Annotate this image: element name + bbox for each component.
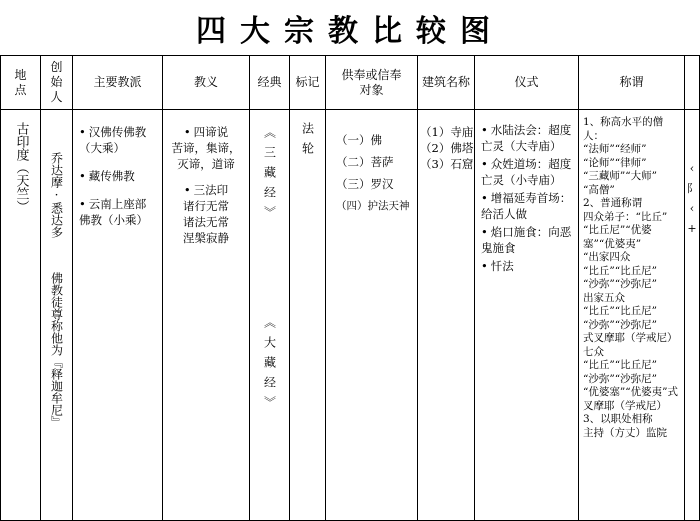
location-text: 古印度（天竺） bbox=[13, 122, 29, 213]
header-building: 建筑名称 bbox=[418, 56, 475, 110]
scripture-cell bbox=[250, 110, 290, 521]
mark-text: 法轮 bbox=[300, 122, 315, 162]
title-line: “出家四众 bbox=[583, 251, 631, 263]
header-location: 地点 bbox=[1, 56, 41, 110]
title-line: 3、以职处相称 bbox=[583, 413, 653, 425]
comparison-table bbox=[0, 55, 700, 521]
worship-item: （三）罗汉 bbox=[336, 177, 394, 191]
location-cell bbox=[1, 110, 41, 521]
header-mark: 标记 bbox=[290, 56, 326, 110]
ritual-item: • 众姓道场：超度亡灵（小寺庙） bbox=[481, 156, 575, 188]
edge-glyph: 阝 bbox=[686, 182, 698, 195]
worship-item: （一）佛 bbox=[336, 133, 382, 147]
ritual-item: • 焰口施食：向恶鬼施食 bbox=[481, 224, 575, 256]
edge-cell bbox=[685, 110, 700, 521]
building-item: （3）石窟 bbox=[420, 157, 474, 171]
founder-honorific: 佛教徒尊称他为『释迦牟尼』 bbox=[49, 272, 64, 428]
doctrine-line: 诸法无常 bbox=[183, 215, 229, 229]
doctrine-line: 灭谛，道谛 bbox=[177, 157, 235, 171]
title-line: “三藏师”“大师” bbox=[583, 170, 657, 182]
ritual-item: • 忏法 bbox=[481, 258, 575, 274]
sect-item: • 云南上座部佛教（小乘） bbox=[79, 196, 156, 228]
worship-item: （二）菩萨 bbox=[336, 155, 394, 169]
doctrine-line: 涅槃寂静 bbox=[183, 231, 229, 245]
founder-cell bbox=[41, 110, 73, 521]
sect-item: • 汉佛传佛教（大乘） bbox=[79, 124, 156, 156]
header-doctrine: 教义 bbox=[163, 56, 250, 110]
scripture-sanzang: ︽三藏经︾ bbox=[262, 126, 277, 226]
doctrine-line: • 三法印 bbox=[163, 182, 249, 198]
title-line: 出家五众 bbox=[583, 291, 625, 304]
title-line: “法师”“经师” bbox=[583, 143, 647, 155]
title-line: 1、称高水平的僧人： bbox=[583, 116, 664, 142]
title-line: 主持（方丈）监院 bbox=[583, 426, 667, 439]
sect-item: • 藏传佛教 bbox=[79, 168, 156, 184]
title-line: 四众弟子：“比丘” bbox=[583, 210, 668, 223]
edge-glyph: + bbox=[687, 222, 697, 235]
title-line: “论师”“律师” bbox=[583, 156, 647, 169]
edge-glyph: ‹ bbox=[689, 202, 695, 215]
title-line: “比丘”“比丘尼” bbox=[583, 305, 657, 317]
doctrine-cell bbox=[163, 110, 250, 521]
header-sects: 主要教派 bbox=[73, 56, 163, 110]
title-line: “沙弥”“沙弥尼” bbox=[583, 278, 657, 290]
worship-item: （四）护法天神 bbox=[336, 200, 410, 212]
title-line: 式叉摩耶（学戒尼） bbox=[583, 332, 678, 344]
ritual-item: • 水陆法会：超度亡灵（大寺庙） bbox=[481, 122, 575, 154]
edge-glyph: ‹ bbox=[689, 162, 695, 175]
scripture-dazang: ︽大藏经︾ bbox=[262, 316, 277, 416]
header-edge bbox=[685, 56, 700, 110]
worship-cell bbox=[326, 110, 418, 521]
title-line: “高僧” bbox=[583, 183, 615, 196]
title-line: 2、普通称谓 bbox=[583, 197, 643, 209]
title-line: “比丘尼”“优婆塞”“优婆夷” bbox=[583, 224, 652, 250]
title-line: “沙弥”“沙弥尼” bbox=[583, 318, 657, 331]
header-titles: 称谓 bbox=[579, 56, 685, 110]
ritual-item: • 增福延寿首场：给活人做 bbox=[481, 190, 575, 222]
title-line: “优婆塞”“优婆夷”式叉摩耶（学戒尼） bbox=[583, 386, 678, 412]
sects-cell bbox=[73, 110, 163, 521]
header-founder: 创始人 bbox=[41, 56, 73, 110]
building-cell bbox=[418, 110, 475, 521]
title-line: “沙弥”“沙弥尼” bbox=[583, 372, 657, 385]
titles-cell bbox=[579, 110, 685, 521]
doctrine-line: • 四谛说 bbox=[163, 124, 249, 140]
header-scripture: 经典 bbox=[250, 56, 290, 110]
title-line: “比丘”“比丘尼” bbox=[583, 359, 657, 371]
ritual-cell bbox=[475, 110, 579, 521]
title-line: 七众 bbox=[583, 345, 604, 358]
page-title: 四大宗教比较图 bbox=[196, 14, 504, 49]
building-item: （1）寺庙 bbox=[420, 125, 474, 139]
doctrine-line: 苦谛，集谛， bbox=[171, 141, 241, 155]
buddhism-row bbox=[1, 110, 700, 521]
title-line: “比丘”“比丘尼” bbox=[583, 264, 657, 277]
header-ritual: 仪式 bbox=[475, 56, 579, 110]
mark-cell bbox=[290, 110, 326, 521]
header-worship: 供奉或信奉对象 bbox=[326, 56, 418, 110]
founder-name: 乔达摩·悉达多 bbox=[49, 152, 64, 238]
doctrine-line: 诸行无常 bbox=[183, 199, 229, 213]
building-item: （2）佛塔 bbox=[420, 141, 474, 155]
header-row bbox=[1, 56, 700, 110]
